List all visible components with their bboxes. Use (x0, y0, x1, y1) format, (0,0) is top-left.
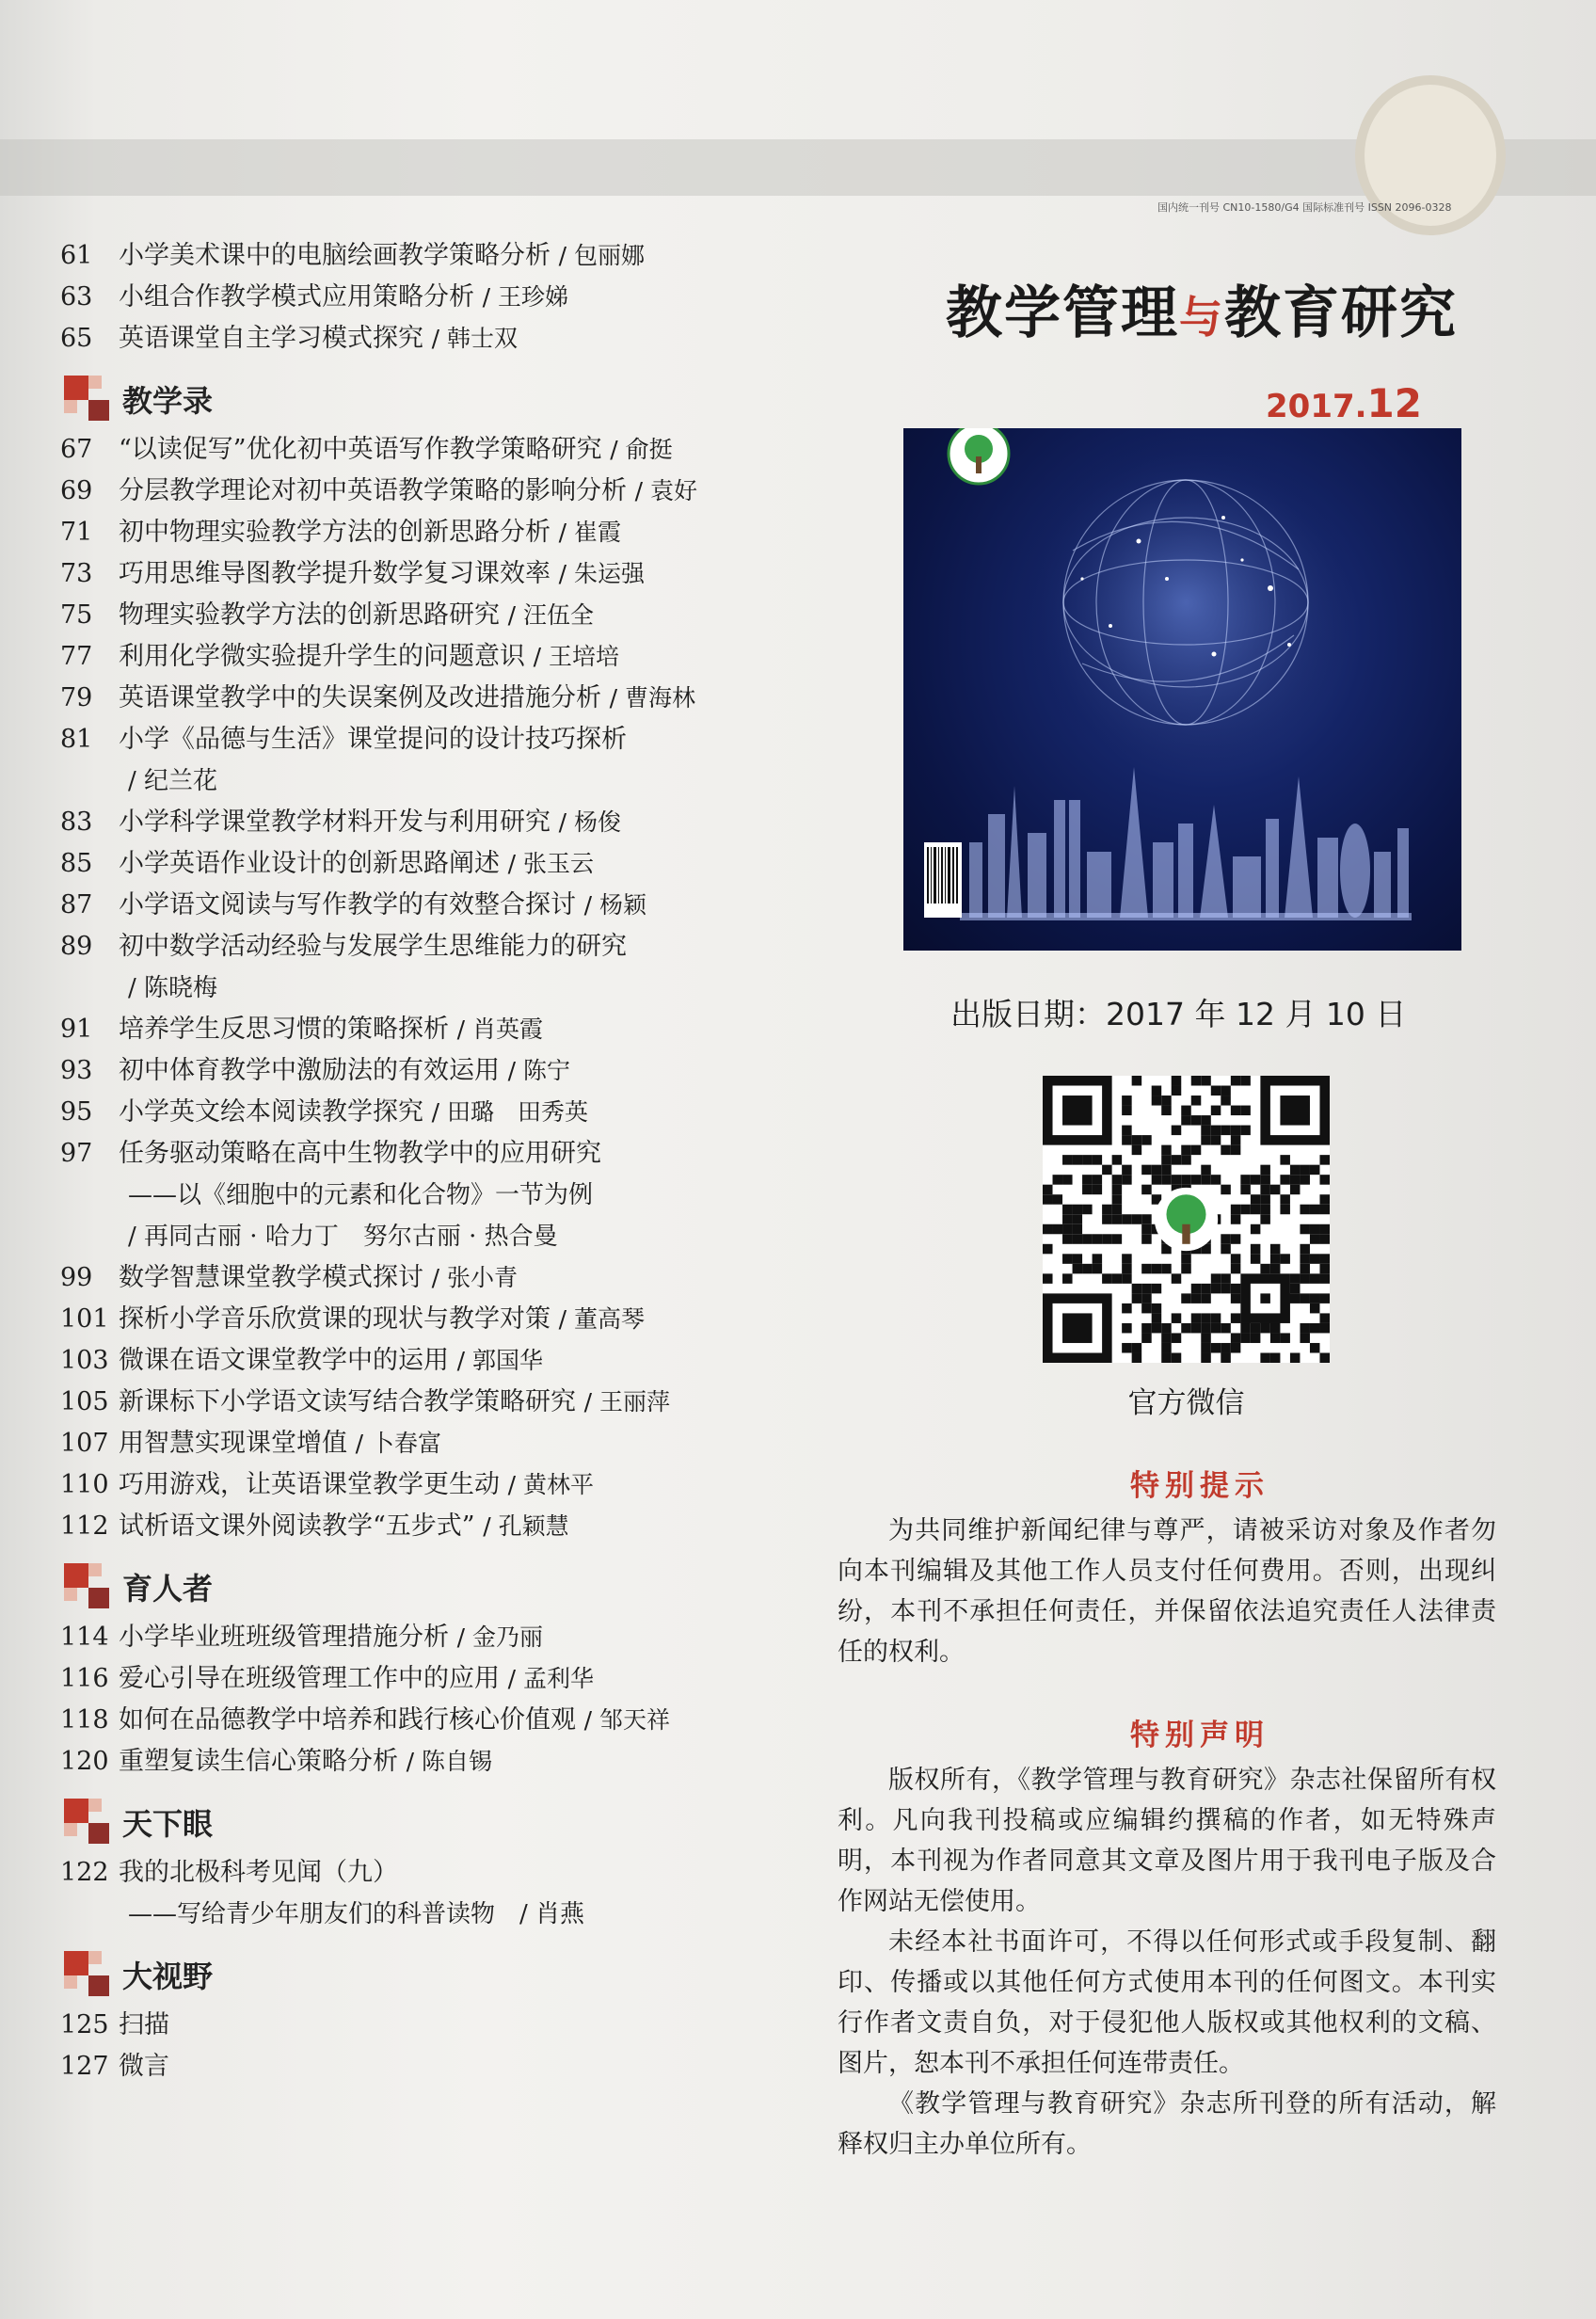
toc-author: / 汪伍全 (507, 601, 594, 629)
magazine-title-connector: 与 (1179, 292, 1224, 343)
toc-entry (58, 1257, 783, 1299)
toc-entry-body (119, 802, 783, 843)
issn-line: 国内统一刊号 CN10-1580/G4 国际标准刊号 ISSN 2096-0328 (1157, 201, 1452, 214)
toc-title: 小学《品德与生活》课堂提问的设计技巧探析 (119, 725, 627, 754)
statement-paragraph-2: 未经本社书面许可，不得以任何形式或手段复制、翻印、传播或以其他任何方式使用本刊的任何图文。本刊实行作者文责自负，对于侵犯他人版权或其他权利的文稿、图片，恕本刊不承担任何连带责任。 (838, 1927, 1496, 2078)
toc-title: 初中物理实验教学方法的创新思路分析 (119, 518, 551, 547)
toc-entry-body (119, 235, 783, 277)
toc-page-number: 110 (60, 1470, 109, 1499)
toc-entry-body (119, 1423, 783, 1464)
toc-entry-body (119, 1617, 783, 1658)
toc-page-number: 77 (60, 642, 93, 671)
toc-author: / 曹海林 (609, 684, 695, 712)
toc-title: 小学科学课堂教学材料开发与利用研究 (119, 808, 551, 837)
toc-entry (58, 636, 783, 678)
toc-continuation: / 陈晓梅 (128, 974, 218, 1002)
cover-image (903, 428, 1461, 951)
special-tip-heading: 特别提示 (1130, 1469, 1269, 1503)
toc-title: 我的北极科考见闻（九） (119, 1858, 398, 1887)
toc-entry-body (119, 1464, 783, 1506)
toc-entry-body (119, 1506, 783, 1547)
toc-entry-body (119, 719, 783, 760)
toc-title: 重塑复读生信心策略分析 (119, 1747, 398, 1776)
toc-author: / 张玉云 (507, 850, 594, 877)
toc-author: / 孟利华 (507, 1665, 594, 1692)
toc-author: / 袁好 (634, 477, 697, 504)
toc-entry (58, 277, 783, 318)
toc-title: 初中数学活动经验与发展学生思维能力的研究 (119, 932, 627, 961)
toc-section-title: 天下眼 (122, 1806, 214, 1842)
toc-title: 培养学生反思习惯的策略探析 (119, 1015, 449, 1044)
toc-page-number: 85 (60, 849, 93, 878)
toc-entry (58, 719, 783, 760)
toc-title: 利用化学微实验提升学生的问题意识 (119, 642, 525, 671)
toc-entry-body (119, 1700, 783, 1741)
toc-section-header (64, 375, 783, 424)
toc-entry (58, 1133, 783, 1175)
toc-page-number: 81 (60, 725, 93, 754)
toc-title: 英语课堂自主学习模式探究 (119, 324, 423, 353)
toc-entry-body (119, 1382, 783, 1423)
toc-entry-body (119, 318, 783, 360)
toc-entry-body (119, 1658, 783, 1700)
toc-author: / 卜春富 (355, 1430, 441, 1457)
toc-entry (58, 595, 783, 636)
toc-title: 微课在语文课堂教学中的运用 (119, 1346, 449, 1375)
toc-title: 任务驱动策略在高中生物教学中的应用研究 (119, 1139, 601, 1168)
toc-author: / 韩士双 (431, 325, 518, 352)
issue-month: 12 (1366, 380, 1422, 426)
toc-title: 小学语文阅读与写作教学的有效整合探讨 (119, 890, 576, 920)
toc-page-number: 116 (60, 1664, 109, 1693)
magazine-title-part2: 教育研究 (1224, 280, 1458, 346)
toc-entry (58, 471, 783, 512)
table-of-contents (58, 235, 783, 2087)
toc-entry-body (119, 512, 783, 553)
toc-entry (58, 235, 783, 277)
toc-title: 试析语文课外阅读教学“五步式” (119, 1511, 475, 1541)
toc-title: 巧用思维导图教学提升数学复习课效率 (119, 559, 551, 588)
toc-entry-body (119, 553, 783, 595)
toc-title: 巧用游戏，让英语课堂教学更生动 (119, 1470, 500, 1499)
toc-author: / 董高琴 (558, 1305, 645, 1333)
toc-author: / 邹天祥 (583, 1706, 670, 1734)
toc-author: / 黄林平 (507, 1471, 594, 1498)
special-statement-text (838, 1760, 1496, 2165)
toc-continuation: / 再同古丽 · 哈力丁 努尔古丽 · 热合曼 (128, 1223, 558, 1251)
special-statement-heading: 特别声明 (1130, 1719, 1269, 1752)
cover-illustration (903, 428, 1461, 951)
toc-author: / 王珍娣 (482, 283, 568, 311)
toc-page-number: 101 (60, 1304, 109, 1334)
toc-entry-body (119, 1340, 783, 1382)
toc-section-header (64, 1798, 783, 1847)
toc-page-number: 75 (60, 600, 93, 630)
toc-entry-body (119, 885, 783, 926)
toc-entry-body (119, 1092, 783, 1133)
toc-author: / 陈自锡 (406, 1748, 492, 1775)
toc-section-title: 大视野 (122, 1959, 214, 1994)
qr-label: 官方微信 (1127, 1386, 1245, 1420)
toc-author: / 陈宁 (507, 1057, 570, 1084)
toc-entry (58, 678, 783, 719)
toc-author: / 杨俊 (558, 808, 621, 836)
toc-entry-body (119, 1741, 783, 1783)
toc-page-number: 79 (60, 683, 93, 712)
toc-page-number: 67 (60, 435, 93, 464)
toc-continuation: ——写给青少年朋友们的科普读物 / 肖燕 (128, 1900, 585, 1928)
toc-entry (58, 2005, 783, 2046)
toc-entry (58, 1092, 783, 1133)
toc-continuation: / 纪兰花 (128, 767, 218, 795)
toc-page-number: 107 (60, 1429, 109, 1458)
toc-entry (58, 1423, 783, 1464)
special-tip-text (838, 1511, 1496, 1672)
toc-entry-body (119, 636, 783, 678)
toc-entry-body (119, 471, 783, 512)
toc-entry (58, 512, 783, 553)
toc-title: 探析小学音乐欣赏课的现状与教学对策 (119, 1304, 551, 1334)
toc-entry (58, 1658, 783, 1700)
toc-entry (58, 843, 783, 885)
toc-page-number: 120 (60, 1747, 109, 1776)
toc-page-number: 83 (60, 808, 93, 837)
toc-title: 初中体育教学中激励法的有效运用 (119, 1056, 500, 1085)
toc-entry (58, 926, 783, 968)
tree-logo-icon (946, 428, 1012, 487)
toc-page-number: 71 (60, 518, 93, 547)
toc-page-number: 65 (60, 324, 93, 353)
toc-continuation: ——以《细胞中的元素和化合物》一节为例 (128, 1181, 594, 1209)
issue-year: 2017. (1266, 388, 1367, 425)
toc-entry (58, 1617, 783, 1658)
toc-entry-body (119, 926, 783, 968)
toc-entry-body (119, 2046, 783, 2087)
toc-entry (58, 1382, 783, 1423)
toc-author: / 崔霞 (558, 519, 621, 546)
toc-entry (58, 885, 783, 926)
toc-title: 爱心引导在班级管理工作中的应用 (119, 1664, 500, 1693)
toc-author: / 包丽娜 (558, 242, 645, 269)
toc-section-header (64, 1950, 783, 1999)
toc-entry-body (119, 1299, 783, 1340)
toc-title: 如何在品德教学中培养和践行核心价值观 (119, 1705, 576, 1735)
toc-title: “以读促写”优化初中英语写作教学策略研究 (119, 435, 602, 464)
toc-entry (58, 802, 783, 843)
toc-page-number: 103 (60, 1346, 109, 1375)
toc-author: / 郭国华 (456, 1347, 543, 1374)
toc-author: / 孔颖慧 (483, 1512, 569, 1540)
toc-title: 分层教学理论对初中英语教学策略的影响分析 (119, 476, 627, 505)
toc-page-number: 61 (60, 241, 93, 270)
toc-section-title: 育人者 (122, 1571, 214, 1607)
toc-author: / 金乃丽 (456, 1623, 543, 1651)
toc-entry (58, 1741, 783, 1783)
toc-page-number: 99 (60, 1263, 93, 1292)
toc-entry-body (119, 595, 783, 636)
toc-entry (58, 1299, 783, 1340)
statement-paragraph-3: 《教学管理与教育研究》杂志所刊登的所有活动，解释权归主办单位所有。 (838, 2089, 1496, 2159)
toc-entry (58, 1464, 783, 1506)
toc-entry (58, 1009, 783, 1050)
toc-entry (58, 1340, 783, 1382)
toc-title: 数学智慧课堂教学模式探讨 (119, 1263, 423, 1292)
section-marker-icon (64, 1951, 111, 1998)
toc-title: 小学英语作业设计的创新思路阐述 (119, 849, 500, 878)
toc-page-number: 122 (60, 1858, 109, 1887)
toc-title: 小学英文绘本阅读教学探究 (119, 1097, 423, 1127)
toc-title: 扫描 (119, 2010, 169, 2039)
toc-page-number: 125 (60, 2010, 109, 2039)
toc-author: / 俞挺 (610, 436, 673, 463)
toc-page-number: 105 (60, 1387, 109, 1416)
toc-page-number: 73 (60, 559, 93, 588)
toc-author: / 王丽萍 (583, 1388, 670, 1415)
toc-page-number: 63 (60, 282, 93, 312)
toc-entry-body (119, 2005, 783, 2046)
toc-title: 英语课堂教学中的失误案例及改进措施分析 (119, 683, 601, 712)
toc-title: 小组合作教学模式应用策略分析 (119, 282, 474, 312)
magazine-title (946, 268, 1458, 349)
toc-author: / 朱运强 (558, 560, 645, 587)
toc-page-number: 114 (60, 1623, 109, 1652)
toc-author: / 田璐 田秀英 (431, 1098, 588, 1126)
barcode-icon (924, 842, 962, 918)
toc-entry-body (119, 1050, 783, 1092)
toc-entry (58, 429, 783, 471)
toc-page-number: 87 (60, 890, 93, 920)
toc-author: / 王培培 (533, 643, 619, 670)
toc-page-number: 112 (60, 1511, 109, 1541)
magazine-title-part1: 教学管理 (946, 280, 1179, 346)
publication-date: 出版日期：2017 年 12 月 10 日 (950, 996, 1407, 1032)
toc-entry-body (119, 1257, 783, 1299)
toc-entry (58, 1700, 783, 1741)
toc-section-header (64, 1562, 783, 1611)
toc-title: 微言 (119, 2052, 169, 2081)
toc-entry (58, 2046, 783, 2087)
toc-title: 用智慧实现课堂增值 (119, 1429, 347, 1458)
toc-entry-body (119, 429, 783, 471)
toc-page-number: 91 (60, 1015, 93, 1044)
toc-entry (58, 1050, 783, 1092)
issue-number (1266, 380, 1422, 426)
toc-entry-body (119, 678, 783, 719)
toc-entry-body (119, 843, 783, 885)
toc-entry (58, 318, 783, 360)
toc-title: 物理实验教学方法的创新思路研究 (119, 600, 500, 630)
toc-title: 小学美术课中的电脑绘画教学策略分析 (119, 241, 551, 270)
toc-author: / 杨颖 (583, 891, 646, 919)
toc-title: 新课标下小学语文读写结合教学策略研究 (119, 1387, 576, 1416)
toc-entry (58, 1852, 783, 1894)
toc-page-number: 118 (60, 1705, 109, 1735)
toc-entry (58, 553, 783, 595)
section-marker-icon (64, 1563, 111, 1610)
toc-page-number: 97 (60, 1139, 93, 1168)
toc-page-number: 69 (60, 476, 93, 505)
toc-entry-body (119, 1852, 783, 1894)
toc-page-number: 127 (60, 2052, 109, 2081)
special-tip-paragraph: 为共同维护新闻纪律与尊严，请被采访对象及作者勿向本刊编辑及其他工作人员支付任何费用。否则，出现纠纷，本刊不承担任何责任，并保留依法追究责任人法律责任的权利。 (838, 1516, 1496, 1667)
statement-paragraph-1: 版权所有，《教学管理与教育研究》杂志社保留所有权利。凡向我刊投稿或应编辑约撰稿的作者，如无特殊声明，本刊视为作者同意其文章及图片用于我刊电子版及合作网站无偿使用。 (838, 1766, 1496, 1916)
toc-entry-body (119, 1133, 783, 1175)
toc-entry-body (119, 1009, 783, 1050)
qr-code-icon (1043, 1076, 1330, 1363)
toc-page-number: 93 (60, 1056, 93, 1085)
toc-title: 小学毕业班班级管理措施分析 (119, 1623, 449, 1652)
toc-author: / 肖英霞 (456, 1016, 543, 1043)
toc-author: / 张小青 (431, 1264, 518, 1291)
toc-page-number: 89 (60, 932, 93, 961)
section-marker-icon (64, 376, 111, 423)
city-skyline-icon (960, 767, 1412, 920)
toc-section-title: 教学录 (122, 383, 214, 419)
toc-entry-body (119, 277, 783, 318)
section-marker-icon (64, 1799, 111, 1846)
toc-entry (58, 1506, 783, 1547)
toc-page-number: 95 (60, 1097, 93, 1127)
